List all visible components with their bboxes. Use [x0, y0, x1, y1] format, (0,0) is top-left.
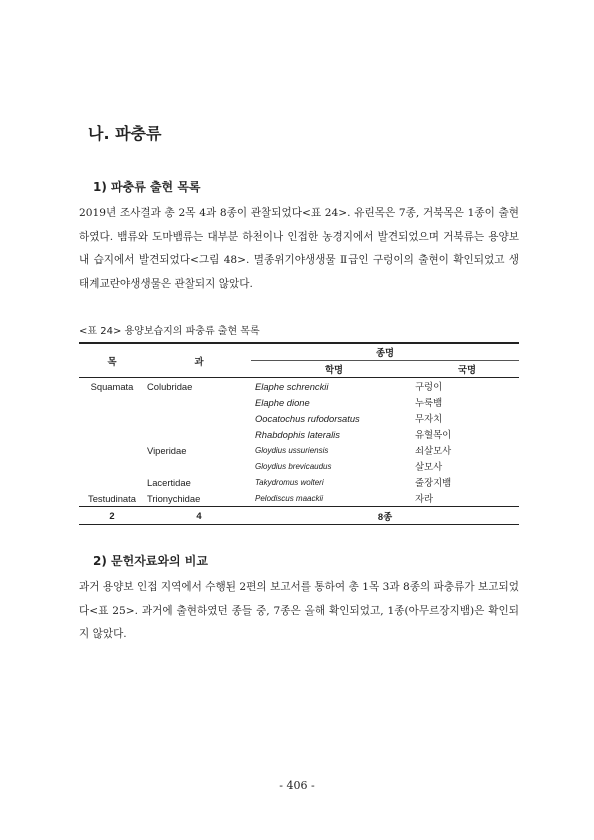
cell-korean-name: 무자치: [415, 413, 443, 424]
cell-korean-name: 유혈목이: [415, 429, 452, 440]
cell-korean-name: 누룩뱀: [415, 397, 443, 408]
cell-korean-name: 살모사: [415, 461, 443, 472]
cell-korean-name: 구렁이: [415, 381, 443, 392]
table-row: [79, 426, 519, 442]
table-total-row: [79, 507, 519, 525]
section-title: 나. 파충류: [88, 124, 162, 143]
cell-family: Lacertidae: [147, 476, 191, 488]
cell-order: Squamata: [90, 380, 134, 392]
table-row: [79, 490, 519, 507]
subsection-title-literature-comparison: 2) 문헌자료와의 비교: [93, 554, 208, 568]
cell-scientific-name: Gloydius ussuriensis: [255, 445, 329, 455]
table-row: [79, 410, 519, 426]
cell-family: [145, 410, 251, 426]
cell-scientific-name: Elaphe dione: [255, 396, 310, 408]
table-row: [79, 442, 519, 458]
cell-order: [79, 410, 145, 426]
cell-family: Viperidae: [147, 444, 187, 456]
cell-korean-name: 줄장지뱀: [415, 477, 452, 488]
cell-family: [145, 458, 251, 474]
reptile-species-table: [79, 342, 519, 525]
cell-order: [79, 394, 145, 410]
cell-korean-name: 자라: [415, 493, 434, 504]
total-order-count: 2: [79, 507, 145, 525]
cell-scientific-name: Elaphe schrenckii: [255, 380, 329, 392]
header-family: 과: [145, 343, 251, 378]
cell-order: Testudinata: [88, 492, 136, 504]
cell-scientific-name: Rhabdophis lateralis: [255, 428, 340, 440]
cell-scientific-name: Gloydius brevicaudus: [255, 461, 332, 471]
cell-family: Colubridae: [147, 380, 193, 392]
header-order: 목: [79, 343, 145, 378]
body-paragraph-literature-comparison: 과거 용양보 인접 지역에서 수행된 2편의 보고서를 통하여 총 1목 3과 8종의 파충류가 보고되었다<표 25>. 과거에 출현하였던 종들 중, 7종은 올해 확인되었고, 1종(아무르장지뱀)은 확인되지 않았다.: [79, 581, 519, 640]
cell-family: [145, 426, 251, 442]
table-header-row: [79, 343, 519, 361]
body-paragraph-survey-results: 2019년 조사결과 총 2목 4과 8종이 관찰되었다<표 24>. 유린목은 7종, 거북목은 1종이 출현하였다. 뱀류와 도마뱀류는 대부분 하천이나 인접한 농경지에서 발견되었으며 거북류는 용양보 내 습지에서 발견되었다<그림 48>. 멸종위기야생생물 Ⅱ급인 구렁이의 출현이 확인되었고 생태계교란야생생물은 관찰되지 않았다.: [79, 207, 519, 290]
cell-order: [79, 474, 145, 490]
cell-korean-name: 쇠살모사: [415, 445, 452, 456]
header-scientific-name: 학명: [251, 361, 413, 378]
header-species: 종명: [251, 343, 519, 361]
page-number: - 406 -: [279, 779, 315, 792]
table-row: [79, 378, 519, 395]
cell-order: [79, 426, 145, 442]
table-row: [79, 394, 519, 410]
cell-scientific-name: Oocatochus rufodorsatus: [255, 412, 360, 424]
cell-family: [145, 394, 251, 410]
total-family-count: 4: [145, 507, 251, 525]
cell-order: [79, 442, 145, 458]
table-row: [79, 474, 519, 490]
table-caption: <표 24> 용양보습지의 파충류 출현 목록: [79, 326, 260, 337]
subsection-title-reptile-list: 1) 파충류 출현 목록: [93, 180, 201, 194]
cell-order: [79, 458, 145, 474]
table-row: [79, 458, 519, 474]
cell-family: Trionychidae: [147, 492, 201, 504]
header-korean-name: 국명: [413, 361, 519, 378]
total-species-count: 8종: [251, 507, 519, 525]
cell-scientific-name: Pelodiscus maackii: [255, 493, 324, 503]
cell-scientific-name: Takydromus wolteri: [255, 477, 324, 487]
